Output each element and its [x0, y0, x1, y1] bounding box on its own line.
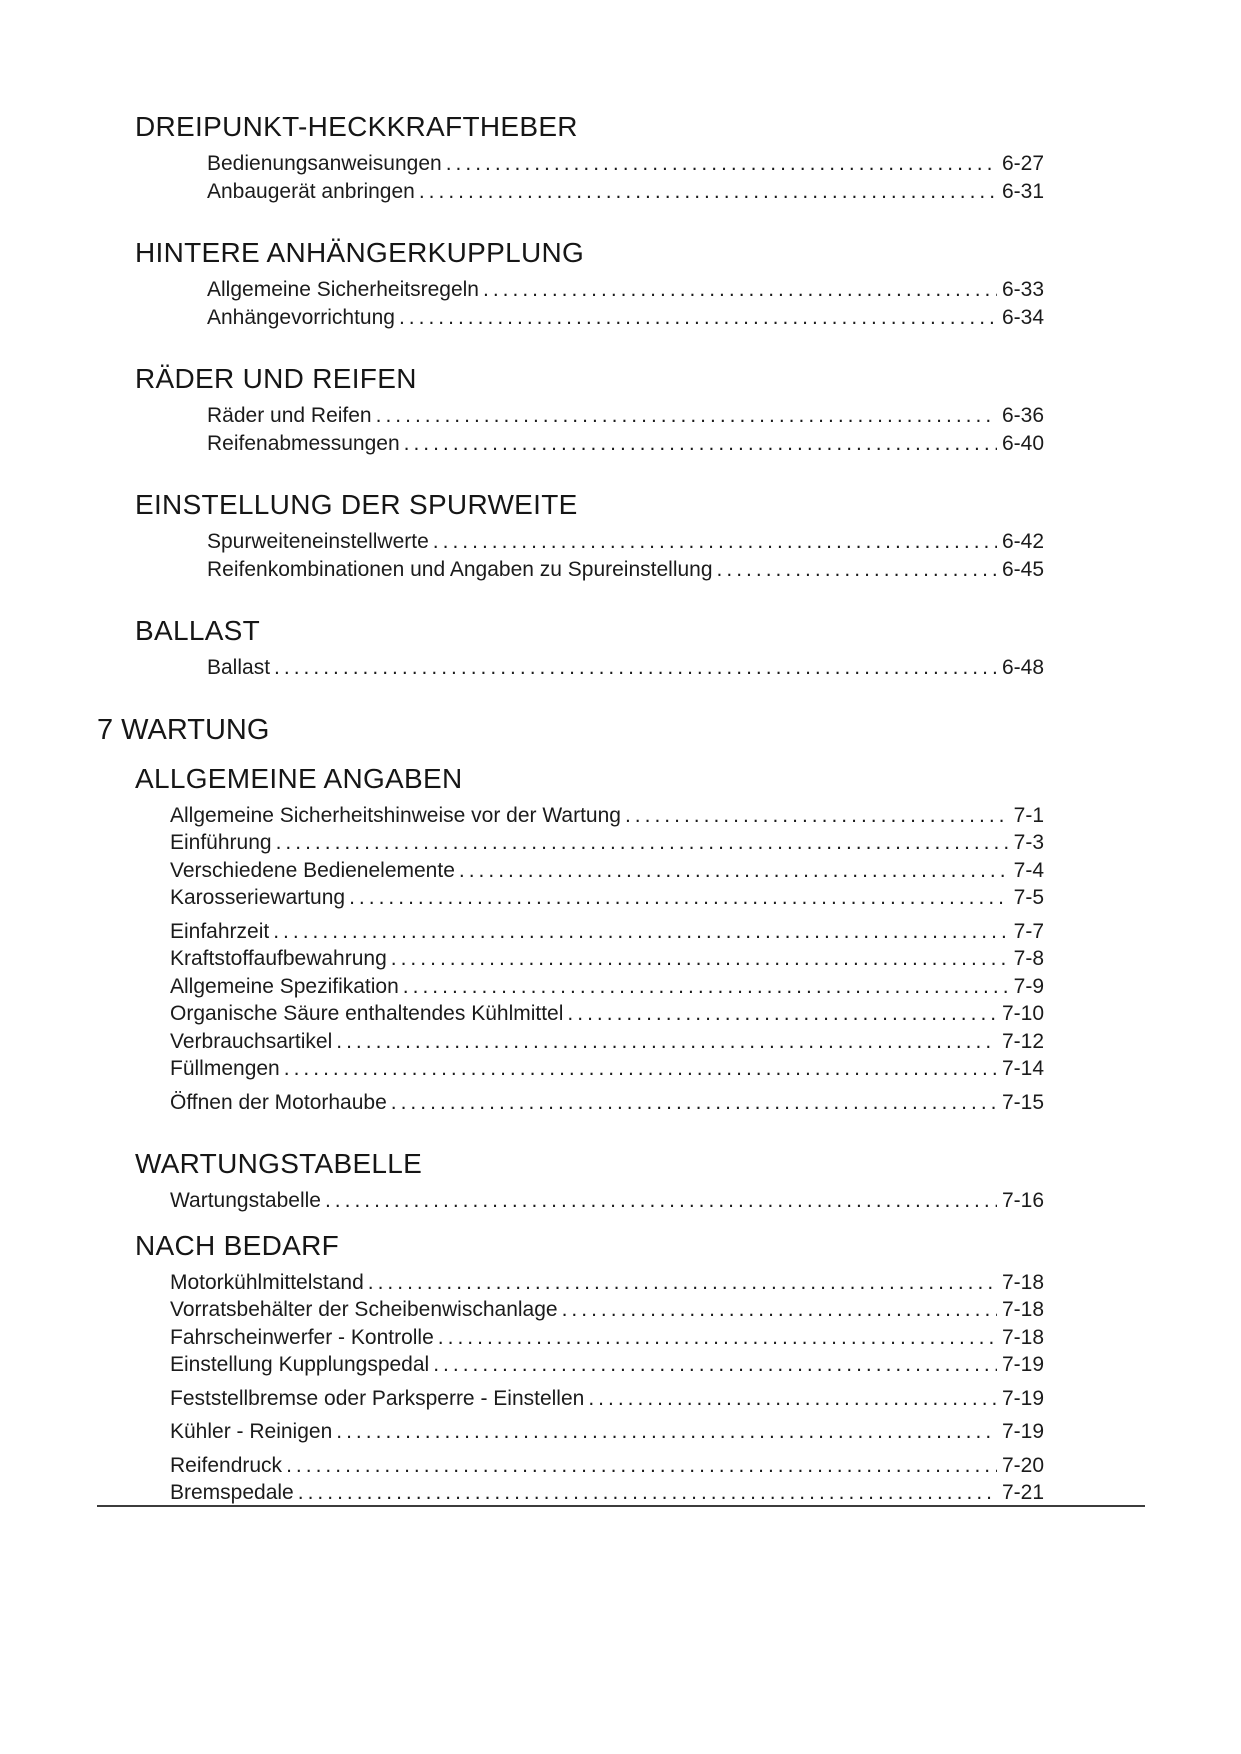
dotted-leader: [433, 528, 997, 556]
entry-title: Motorkühlmittelstand: [170, 1270, 364, 1294]
dotted-leader: [349, 884, 1009, 912]
toc-entry: [207, 654, 1044, 682]
dotted-leader: [376, 402, 997, 430]
entry-title: Allgemeine Sicherheitsregeln: [207, 278, 479, 301]
entry-title: Reifenabmessungen: [207, 431, 400, 455]
dotted-leader: [459, 857, 1009, 885]
toc-entry: [170, 1452, 1044, 1480]
section-heading: ALLGEMEINE ANGABEN: [135, 762, 463, 794]
entry-title: Karosseriewartung: [170, 886, 346, 909]
dotted-leader: [625, 802, 1009, 830]
entry-page-number: 7-4: [1013, 858, 1044, 882]
toc-entry: [207, 150, 1044, 178]
toc-entry: [170, 1269, 1044, 1297]
entry-title: Bedienungsanweisungen: [207, 152, 442, 175]
section-entries: [170, 1187, 1044, 1215]
section-heading: WARTUNGSTABELLE: [135, 1148, 423, 1179]
toc-entry: [170, 1028, 1044, 1056]
section-heading: HINTERE ANHÄNGERKUPPLUNG: [135, 237, 585, 268]
entry-page-number: 7-15: [1001, 1090, 1044, 1114]
dotted-leader: [286, 1452, 997, 1480]
dotted-leader: [273, 918, 1008, 946]
entry-title: Füllmengen: [170, 1057, 280, 1080]
toc-entry: [170, 945, 1044, 973]
dotted-leader: [336, 1418, 997, 1446]
toc-section-hintere-anhaengerkupplung: [0, 236, 1241, 331]
entry-page-number: 7-14: [1001, 1057, 1044, 1080]
toc-entry: [170, 1324, 1044, 1352]
entry-page-number: 6-36: [1001, 404, 1044, 427]
entry-title: Allgemeine Sicherheitshinweise vor der Wartung: [170, 803, 621, 827]
dotted-leader: [274, 654, 997, 682]
toc-section-raeder-und-reifen: [0, 362, 1241, 457]
section-entries: [207, 528, 1044, 583]
section-heading: BALLAST: [135, 615, 261, 646]
toc-entry: [207, 556, 1044, 584]
toc-entry: [170, 1000, 1044, 1028]
entry-title: Kraftstoffaufbewahrung: [170, 947, 387, 970]
entry-title: Einführung: [170, 831, 272, 854]
entry-page-number: 6-31: [1001, 179, 1044, 203]
entry-page-number: 7-10: [1001, 1002, 1044, 1025]
toc-entry: [170, 1089, 1044, 1117]
section-entries: [207, 276, 1044, 331]
dotted-leader: [562, 1296, 997, 1324]
entry-page-number: 7-18: [1001, 1270, 1044, 1294]
toc-entry: [170, 1479, 1044, 1507]
toc-entry: [207, 178, 1044, 206]
entry-title: Organische Säure enthaltendes Kühlmittel: [170, 1002, 564, 1025]
entry-title: Verbrauchsartikel: [170, 1029, 333, 1053]
section-heading: DREIPUNKT-HECKKRAFTHEBER: [135, 111, 578, 142]
dotted-leader: [391, 1089, 997, 1117]
entry-title: Reifenkombinationen und Angaben zu Spureinstellung: [207, 557, 713, 581]
entry-title: Verschiedene Bedienelemente: [170, 858, 455, 882]
entry-title: Kühler - Reinigen: [170, 1420, 333, 1443]
toc-section-einstellung-der-spurweite: [0, 488, 1241, 583]
entry-page-number: 7-18: [1001, 1298, 1044, 1321]
dotted-leader: [336, 1028, 997, 1056]
entry-title: Ballast: [207, 656, 271, 679]
dotted-leader: [391, 945, 1009, 973]
dotted-leader: [483, 276, 997, 304]
section-entries: [170, 802, 1044, 1117]
entry-title: Reifendruck: [170, 1453, 283, 1477]
entry-page-number: 7-1: [1013, 803, 1044, 827]
toc-entry: [207, 402, 1044, 430]
section-entries: [207, 150, 1044, 205]
entry-title: Einstellung Kupplungspedal: [170, 1353, 430, 1376]
entry-title: Fahrscheinwerfer - Kontrolle: [170, 1325, 434, 1349]
entry-page-number: 6-33: [1001, 278, 1044, 301]
toc-entry: [170, 1418, 1044, 1446]
entry-title: Anhängevorrichtung: [207, 305, 395, 329]
entry-page-number: 7-9: [1013, 974, 1044, 998]
toc-entry: [170, 1351, 1044, 1379]
section-heading: RÄDER UND REIFEN: [135, 363, 417, 394]
toc-entry: [170, 829, 1044, 857]
toc-section-wartungstabelle: [0, 1147, 1241, 1215]
dotted-leader: [438, 1324, 997, 1352]
dotted-leader: [717, 556, 997, 584]
dotted-leader: [368, 1269, 997, 1297]
section-entries: [170, 1269, 1044, 1507]
toc-entry: [170, 1187, 1044, 1215]
entry-page-number: 7-18: [1001, 1325, 1044, 1349]
dotted-leader: [588, 1385, 997, 1413]
dotted-leader: [403, 973, 1009, 1001]
entry-page-number: 6-34: [1001, 305, 1044, 329]
dotted-leader: [298, 1479, 997, 1507]
toc-entry: [207, 528, 1044, 556]
entry-title: Räder und Reifen: [207, 404, 372, 427]
entry-page-number: 7-16: [1001, 1189, 1044, 1212]
entry-page-number: 6-48: [1001, 656, 1044, 679]
toc-section-allgemeine-angaben: [0, 762, 1241, 1117]
toc-entry: [170, 1296, 1044, 1324]
toc-section-ballast: [0, 614, 1241, 682]
entry-title: Wartungstabelle: [170, 1189, 321, 1212]
toc-entry: [170, 802, 1044, 830]
section-heading: EINSTELLUNG DER SPURWEITE: [135, 489, 578, 520]
entry-title: Einfahrzeit: [170, 919, 270, 943]
section-entries: [207, 654, 1044, 682]
dotted-leader: [399, 304, 997, 332]
chapter-heading: 7 WARTUNG: [97, 713, 270, 746]
toc-entry: [170, 857, 1044, 885]
dotted-leader: [404, 430, 997, 458]
entry-page-number: 7-3: [1013, 831, 1044, 854]
entry-page-number: 7-7: [1013, 919, 1044, 943]
toc-entry: [207, 430, 1044, 458]
entry-page-number: 7-20: [1001, 1453, 1044, 1477]
toc-section-nach-bedarf: [0, 1229, 1241, 1507]
entry-page-number: 7-12: [1001, 1029, 1044, 1053]
toc-entry: [207, 304, 1044, 332]
footer-rule: [97, 1505, 1145, 1507]
entry-title: Allgemeine Spezifikation: [170, 974, 399, 998]
toc-entry: [170, 973, 1044, 1001]
toc-entry: [207, 276, 1044, 304]
toc-entry: [170, 918, 1044, 946]
toc-entry: [170, 1385, 1044, 1413]
entry-page-number: 7-19: [1001, 1420, 1044, 1443]
section-entries: [207, 402, 1044, 457]
dotted-leader: [567, 1000, 997, 1028]
entry-page-number: 6-45: [1001, 557, 1044, 581]
entry-page-number: 6-40: [1001, 431, 1044, 455]
dotted-leader: [433, 1351, 997, 1379]
dotted-leader: [284, 1055, 997, 1083]
toc-section-dreipunkt-heckkraftheber: [0, 110, 1241, 205]
entry-page-number: 7-19: [1001, 1353, 1044, 1376]
dotted-leader: [419, 178, 997, 206]
dotted-leader: [276, 829, 1009, 857]
dotted-leader: [446, 150, 997, 178]
dotted-leader: [325, 1187, 997, 1215]
entry-page-number: 6-27: [1001, 152, 1044, 175]
toc-entry: [170, 1055, 1044, 1083]
toc-entry: [170, 884, 1044, 912]
entry-page-number: 6-42: [1001, 530, 1044, 553]
entry-page-number: 7-5: [1013, 886, 1044, 909]
entry-page-number: 7-8: [1013, 947, 1044, 970]
entry-title: Spurweiteneinstellwerte: [207, 530, 429, 553]
entry-title: Vorratsbehälter der Scheibenwischanlage: [170, 1298, 558, 1321]
entry-title: Bremspedale: [170, 1481, 294, 1504]
entry-title: Feststellbremse oder Parksperre - Einstellen: [170, 1386, 585, 1410]
entry-title: Anbaugerät anbringen: [207, 179, 415, 203]
section-heading: NACH BEDARF: [135, 1229, 339, 1261]
entry-title: Öffnen der Motorhaube: [170, 1090, 387, 1114]
entry-page-number: 7-19: [1001, 1386, 1044, 1410]
entry-page-number: 7-21: [1001, 1481, 1044, 1504]
